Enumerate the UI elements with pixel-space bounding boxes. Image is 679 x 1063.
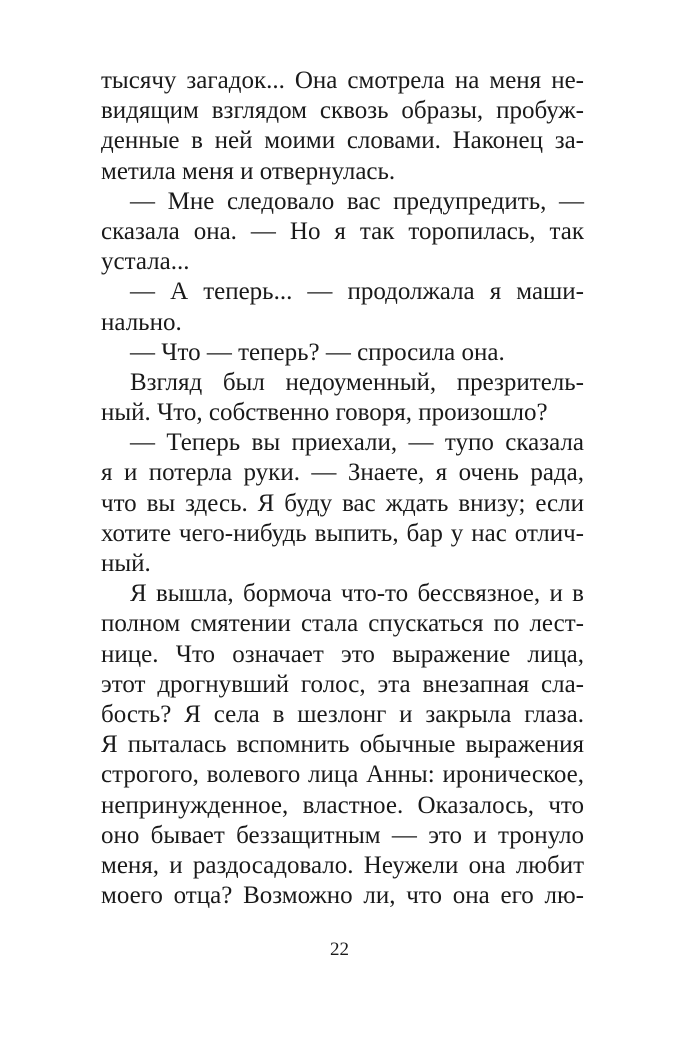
- text-line: нально.: [101, 308, 182, 336]
- text-line: метила меня и отвернулась.: [101, 157, 396, 185]
- page-body-text: [101, 66, 584, 911]
- text-line: что вы здесь. Я буду вас ждать внизу; если: [101, 489, 584, 517]
- text-line: хотите чего-нибудь выпить, бар у нас отлич-: [101, 519, 584, 547]
- text-line: денные в ней моими словами. Наконец за-: [101, 127, 584, 155]
- text-line: тысячу загадок... Она смотрела на меня не-: [101, 67, 584, 94]
- text-line: оно бывает беззащитным — это и тронуло: [101, 821, 584, 849]
- text-line: полном смятении стала спускаться по лест-: [101, 610, 584, 638]
- text-line: этот дрогнувший голос, эта внезапная сла-: [101, 670, 584, 698]
- text-line: видящим взглядом сквозь образы, пробуж-: [101, 97, 584, 125]
- text-line: бость? Я села в шезлонг и закрыла глаза.: [101, 700, 584, 728]
- text-line: Я пыталась вспомнить обычные выражения: [101, 731, 584, 759]
- text-line: — А теперь... — продолжала я маши-: [130, 278, 584, 306]
- text-line: сказала она. — Но я так торопилась, так: [101, 217, 584, 245]
- text-line: ный. Что, собственно говоря, произошло?: [101, 399, 548, 427]
- text-line: — Что — теперь? — спросила она.: [130, 338, 505, 366]
- text-line: я и потерла руки. — Знаете, я очень рада,: [101, 459, 584, 487]
- text-line: Я вышла, бормоча что-то бессвязное, и в: [130, 580, 584, 608]
- text-line: Взгляд был недоуменный, презритель-: [130, 368, 584, 396]
- text-line: моего отца? Возможно ли, что она его лю-: [101, 882, 584, 910]
- text-line: нице. Что означает это выражение лица,: [101, 640, 584, 668]
- text-line: ный.: [101, 550, 151, 577]
- text-line: — Мне следовало вас предупредить, —: [130, 187, 584, 215]
- text-line: меня, и раздосадовало. Неужели она любит: [101, 851, 584, 879]
- text-line: устала...: [101, 248, 190, 276]
- text-line: строгого, волевого лица Анны: ироническое,: [101, 761, 584, 789]
- text-line: непринужденное, властное. Оказалось, что: [101, 791, 584, 819]
- page-number: 22: [330, 939, 349, 960]
- text-line: — Теперь вы приехали, — тупо сказала: [130, 429, 584, 457]
